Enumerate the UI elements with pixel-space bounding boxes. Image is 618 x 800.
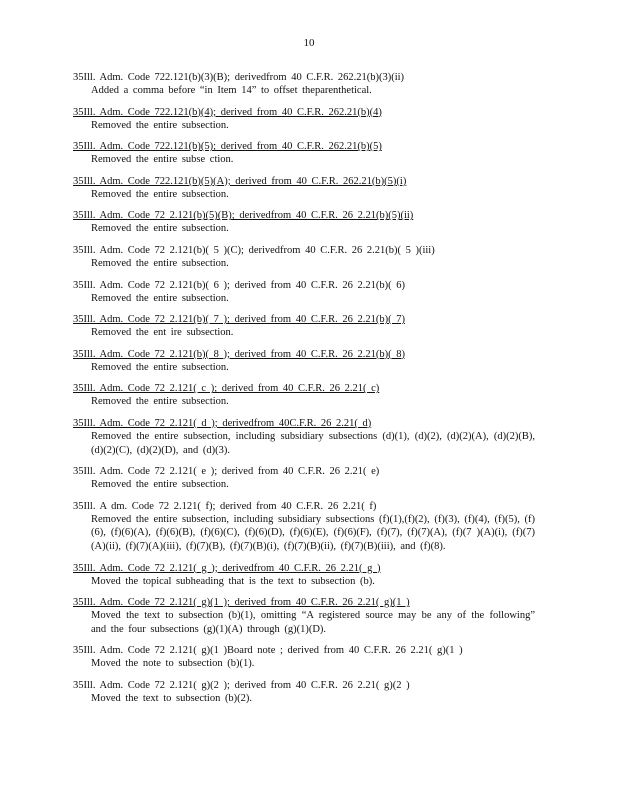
amendment-entry: [73, 140, 535, 167]
change-note: Moved the text to subsection (b)(2).: [91, 692, 253, 704]
amendment-entry: [73, 209, 535, 236]
code-citation: 35Ill. Adm. Code 722.121(b)(5)(A); derived from 40 C.F.R. 262.21(b)(5)(i): [73, 175, 407, 187]
change-note: Moved the topical subheading that is the text to subsection (b).: [91, 575, 375, 587]
change-note: Removed the entire subsection.: [91, 292, 229, 304]
change-note: Removed the entire subsection, including subsidiary subsections (d)(1), (d)(2), (d)(2)(A), (d)(2)(B), (d)(2)(C), (d)(2)(D), and (d)(3).: [91, 430, 535, 456]
code-citation: 35Ill. Adm. Code 72 2.121(b)( 5 )(C); derivedfrom 40 C.F.R. 26 2.21(b)( 5 )(iii): [73, 244, 435, 256]
amendment-entry: [73, 465, 535, 492]
amendment-entry: [73, 279, 535, 306]
change-note: Removed the entire subsection.: [91, 361, 229, 373]
code-citation: 35Ill. Adm. Code 72 2.121( e ); derived from 40 C.F.R. 26 2.21( e): [73, 466, 380, 478]
amendment-entry: [73, 382, 535, 409]
code-citation: 35Ill. Adm. Code 722.121(b)(4); derived from 40 C.F.R. 262.21(b)(4): [73, 106, 382, 118]
code-citation: 35Ill. Adm. Code 72 2.121( d ); derivedfrom 40C.F.R. 26 2.21( d): [73, 417, 372, 429]
change-note: Removed the ent ire subsection.: [91, 327, 234, 339]
code-citation: 35Ill. Adm. Code 72 2.121( g)(1 )Board note ; derived from 40 C.F.R. 26 2.21( g)(1 ): [73, 645, 463, 657]
amendment-entry: [73, 175, 535, 202]
amendment-entry: [73, 679, 535, 706]
code-citation: 35Ill. Adm. Code 72 2.121(b)( 7 ); derived from 40 C.F.R. 26 2.21(b)( 7): [73, 314, 405, 326]
page-number: 10: [303, 37, 315, 49]
code-citation: 35Ill. Adm. Code 72 2.121(b)( 8 ); derived from 40 C.F.R. 26 2.21(b)( 8): [73, 348, 405, 360]
change-note: Moved the text to subsection (b)(1), omitting “A registered source may be any of the following” and the four subsections (g)(1)(A) through (g)(1)(D).: [91, 610, 535, 635]
change-note: Removed the entire subsection.: [91, 119, 229, 131]
code-citation: 35Ill. Adm. Code 72 2.121(b)( 6 ); derived from 40 C.F.R. 26 2.21(b)( 6): [73, 279, 405, 291]
code-citation: 35Ill. Adm. Code 72 2.121( g ); derivedfrom 40 C.F.R. 26 2.21( g ): [73, 562, 381, 574]
amendment-entry: [73, 71, 535, 98]
amendment-entries: [73, 71, 535, 713]
change-note: Removed the entire subsection, including subsidiary subsections (f)(1),(f)(2), (f)(3), (f)(4), (f)(5), (f)(6), (f)(6)(A), (f)(6)(B), (f)(6)(C), (f)(6)(D), (f)(6)(E), (f)(6)(F), (f)(7), (f)(7)(A), (f)(7 )(A)(i), (f)(7)(A)(ii), (f)(7)(A)(iii), (f)(7)(B), (f)(7)(B)(i), (f)(7)(B)(ii), (f)(7)(B)(iii), and (f)(8).: [91, 513, 535, 552]
amendment-entry: [73, 106, 535, 133]
change-note: Removed the entire subse ction.: [91, 154, 234, 166]
change-note: Removed the entire subsection.: [91, 479, 229, 491]
code-citation: 35Ill. Adm. Code 72 2.121( c ); derived from 40 C.F.R. 26 2.21( c): [73, 383, 380, 395]
amendment-entry: [73, 244, 535, 271]
amendment-entry: [73, 500, 535, 554]
amendment-entry: [73, 313, 535, 340]
amendment-entry: [73, 562, 535, 589]
change-note: Removed the entire subsection.: [91, 396, 229, 408]
amendment-entry: [73, 596, 535, 636]
change-note: Removed the entire subsection.: [91, 223, 229, 235]
code-citation: 35Ill. Adm. Code 72 2.121( g)(2 ); derived from 40 C.F.R. 26 2.21( g)(2 ): [73, 679, 410, 691]
change-note: Added a comma before “in Item 14” to offset theparenthetical.: [91, 85, 372, 96]
amendment-entry: [73, 348, 535, 375]
amendment-entry: [73, 644, 535, 671]
code-citation: 35Ill. Adm. Code 72 2.121( g)(1 ); derived from 40 C.F.R. 26 2.21( g)(1 ): [73, 597, 410, 609]
change-note: Removed the entire subsection.: [91, 188, 229, 200]
code-citation: 35Ill. A dm. Code 72 2.121( f); derived from 40 C.F.R. 26 2.21( f): [73, 500, 377, 512]
amendment-entry: [73, 417, 535, 457]
code-citation: 35Ill. Adm. Code 722.121(b)(5); derived from 40 C.F.R. 262.21(b)(5): [73, 141, 382, 153]
code-citation: 35Ill. Adm. Code 722.121(b)(3)(B); derivedfrom 40 C.F.R. 262.21(b)(3)(ii): [73, 72, 405, 83]
change-note: Moved the note to subsection (b)(1).: [91, 658, 255, 670]
change-note: Removed the entire subsection.: [91, 257, 229, 269]
code-citation: 35Ill. Adm. Code 72 2.121(b)(5)(B); derivedfrom 40 C.F.R. 26 2.21(b)(5)(ii): [73, 210, 414, 222]
